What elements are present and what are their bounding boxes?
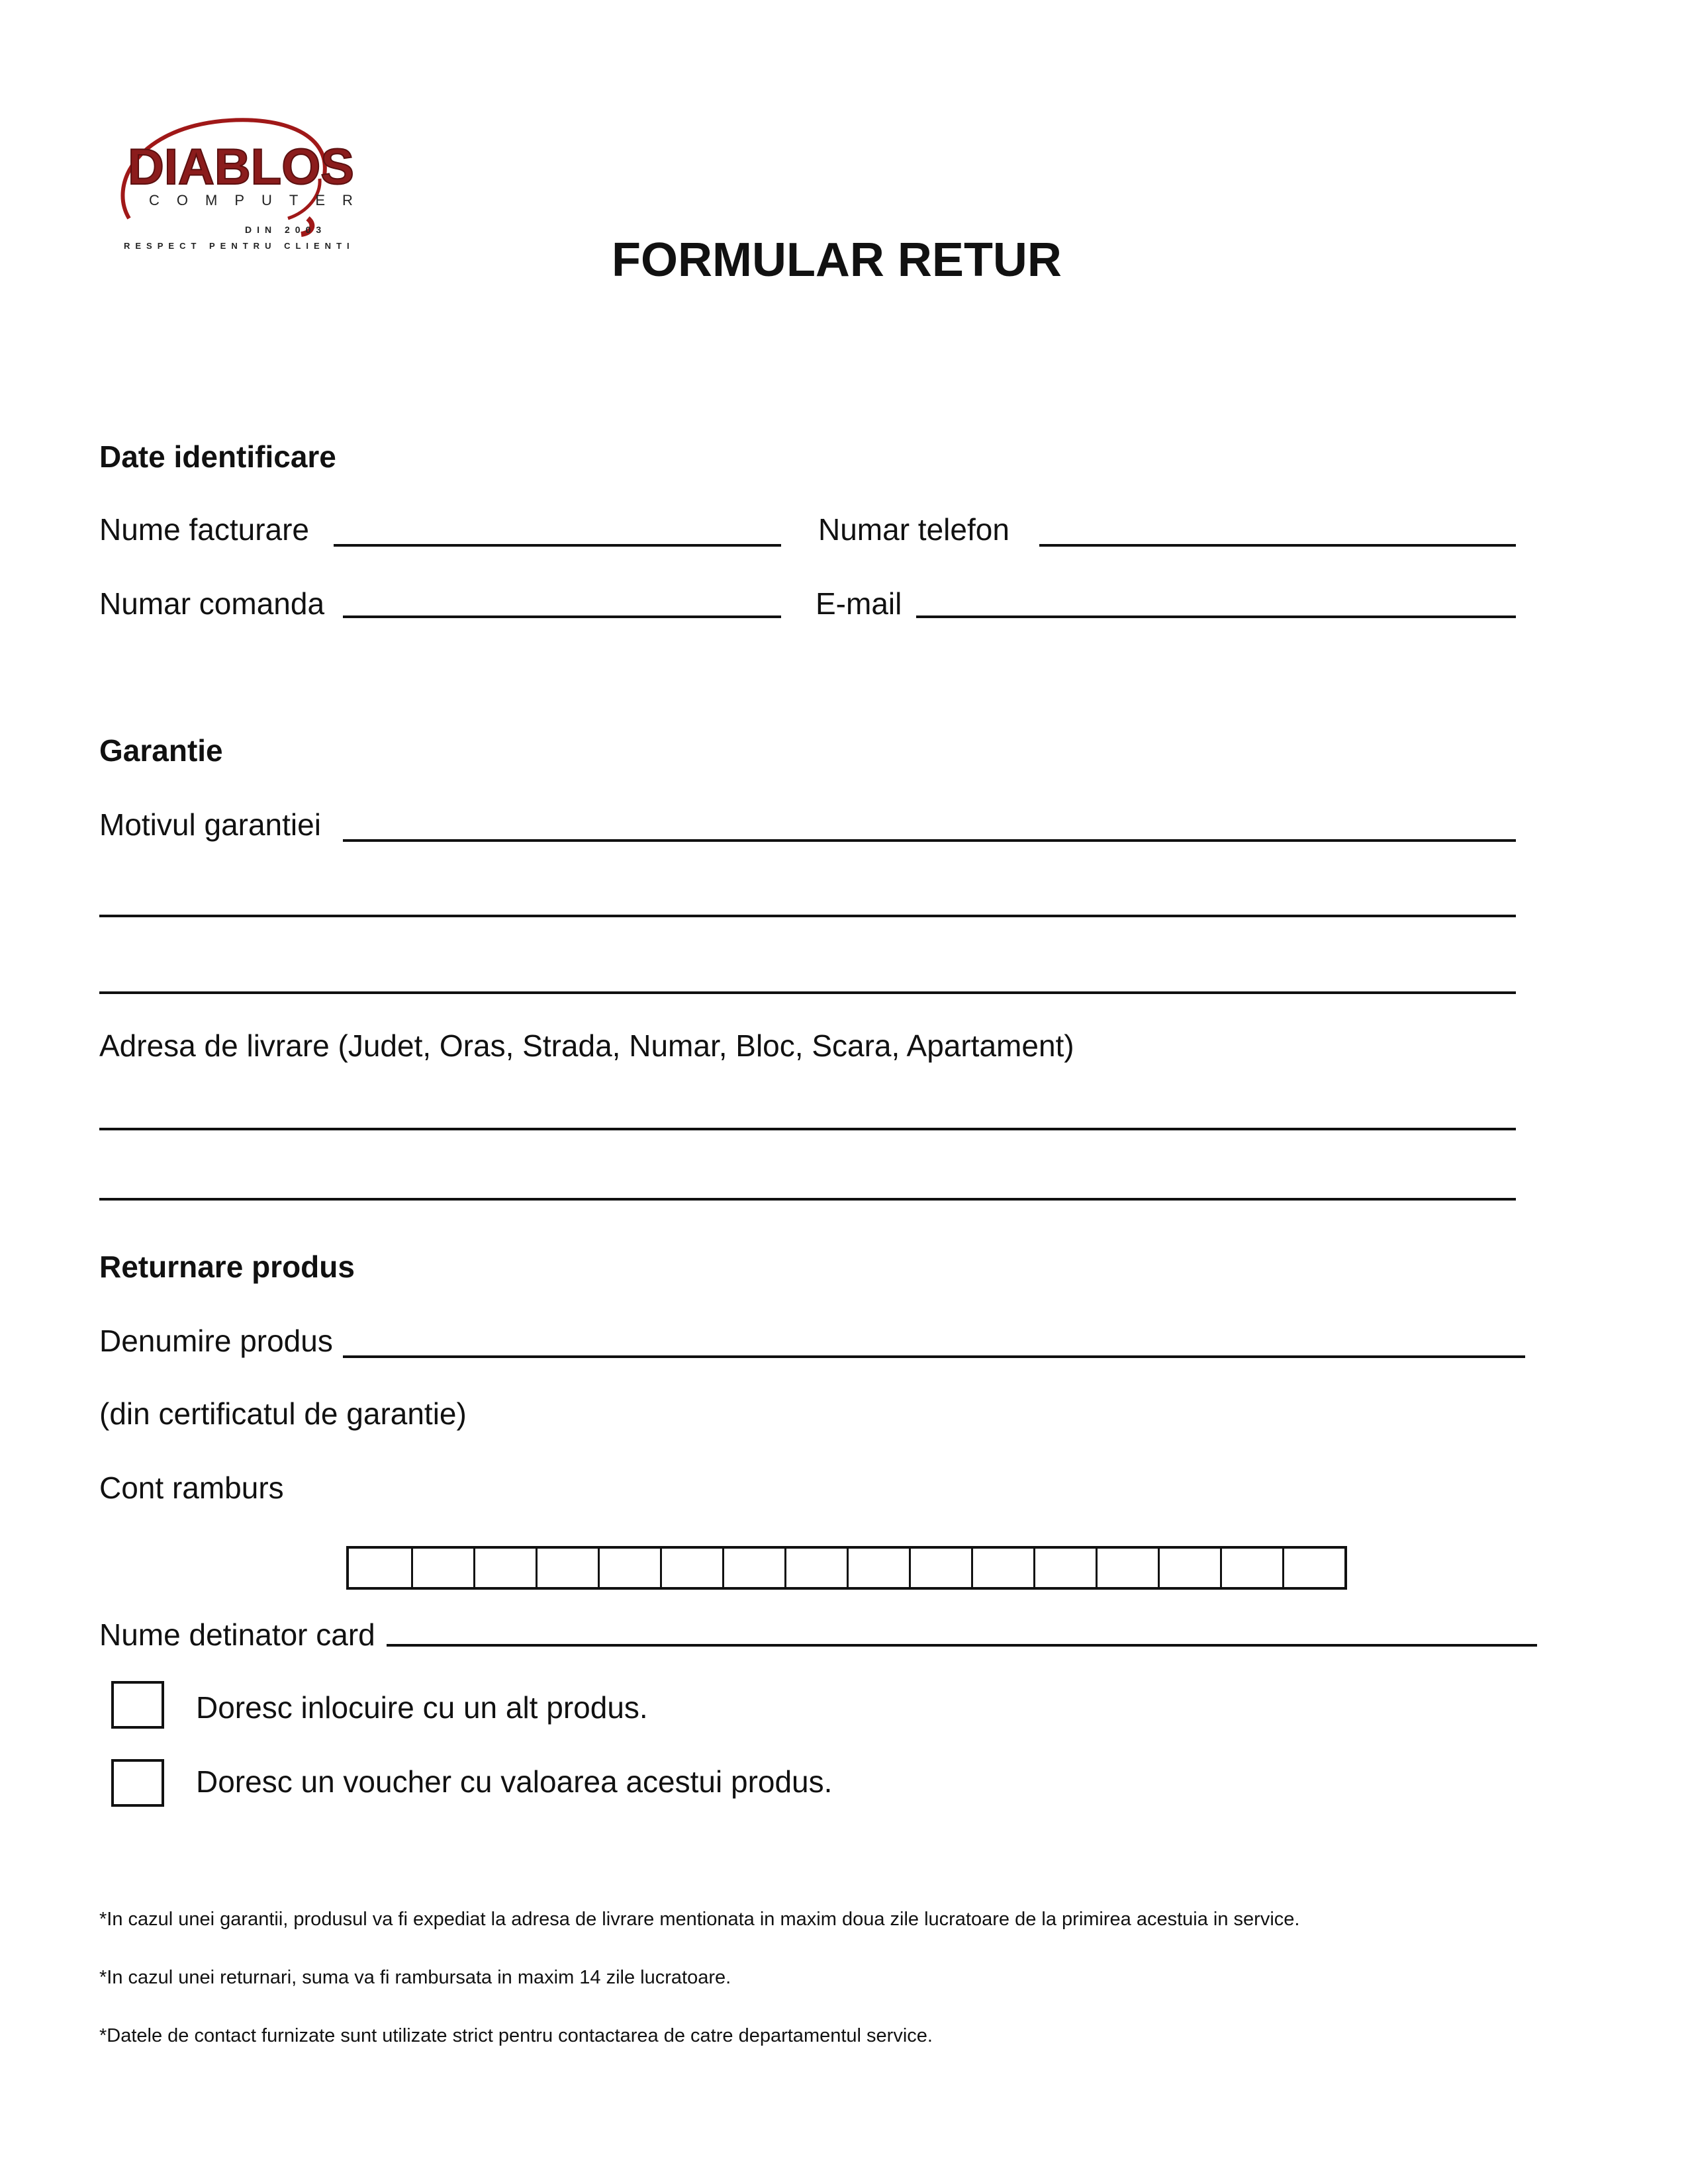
- delivery-address-label: Adresa de livrare (Judet, Oras, Strada, Numar, Bloc, Scara, Apartament): [99, 1028, 1074, 1063]
- billing-name-field[interactable]: [334, 544, 781, 547]
- logo-sub-text: COMPUTER: [149, 192, 370, 208]
- product-name-field[interactable]: [343, 1355, 1525, 1358]
- refund-account-boxes[interactable]: [346, 1546, 1347, 1590]
- card-holder-label: Nume detinator card: [99, 1617, 375, 1652]
- account-digit-box[interactable]: [411, 1549, 473, 1587]
- voucher-checkbox[interactable]: [111, 1759, 164, 1807]
- delivery-address-field-line-1[interactable]: [99, 1128, 1516, 1130]
- warranty-reason-field-line-1[interactable]: [343, 839, 1516, 842]
- order-number-field[interactable]: [343, 615, 781, 618]
- account-digit-box[interactable]: [1033, 1549, 1096, 1587]
- logo-since-text: DIN 2003: [245, 224, 327, 235]
- account-digit-box[interactable]: [1096, 1549, 1158, 1587]
- order-number-label: Numar comanda: [99, 586, 325, 621]
- product-name-label: Denumire produs: [99, 1324, 333, 1358]
- voucher-option-label: Doresc un voucher cu valoarea acestui produs.: [196, 1764, 833, 1799]
- account-digit-box[interactable]: [1282, 1549, 1344, 1587]
- account-digit-box[interactable]: [1158, 1549, 1220, 1587]
- logo-brand-text: DIABLOS: [128, 139, 354, 195]
- card-holder-field[interactable]: [387, 1644, 1537, 1647]
- logo-tagline-text: RESPECT PENTRU CLIENTI: [124, 241, 355, 251]
- logo-graphic: [109, 113, 370, 258]
- account-digit-box[interactable]: [909, 1549, 971, 1587]
- account-digit-box[interactable]: [784, 1549, 847, 1587]
- section-heading-return: Returnare produs: [99, 1250, 355, 1284]
- phone-label: Numar telefon: [818, 512, 1009, 547]
- product-name-note: (din certificatul de garantie): [99, 1396, 467, 1431]
- account-digit-box[interactable]: [971, 1549, 1033, 1587]
- footnote-warranty: *In cazul unei garantii, produsul va fi expediat la adresa de livrare mentionata in maxim doua zile lucratoare de la primirea acestuia in service.: [99, 1909, 1300, 1930]
- account-digit-box[interactable]: [660, 1549, 722, 1587]
- account-digit-box[interactable]: [722, 1549, 784, 1587]
- warranty-reason-field-line-3[interactable]: [99, 991, 1516, 994]
- section-heading-identification: Date identificare: [99, 439, 336, 474]
- replacement-checkbox[interactable]: [111, 1681, 164, 1729]
- warranty-reason-label: Motivul garantiei: [99, 807, 321, 842]
- company-logo: [109, 113, 370, 258]
- account-digit-box[interactable]: [598, 1549, 660, 1587]
- email-label: E-mail: [816, 586, 902, 621]
- page-title: FORMULAR RETUR: [612, 234, 1062, 287]
- refund-account-label: Cont ramburs: [99, 1471, 284, 1505]
- account-digit-box[interactable]: [1220, 1549, 1282, 1587]
- account-digit-box[interactable]: [536, 1549, 598, 1587]
- replacement-option-label: Doresc inlocuire cu un alt produs.: [196, 1690, 648, 1725]
- footnote-refund: *In cazul unei returnari, suma va fi rambursata in maxim 14 zile lucratoare.: [99, 1967, 731, 1988]
- warranty-reason-field-line-2[interactable]: [99, 915, 1516, 917]
- phone-field[interactable]: [1039, 544, 1516, 547]
- delivery-address-field-line-2[interactable]: [99, 1198, 1516, 1201]
- account-digit-box[interactable]: [847, 1549, 909, 1587]
- account-digit-box[interactable]: [473, 1549, 536, 1587]
- account-digit-box[interactable]: [349, 1549, 411, 1587]
- email-field[interactable]: [916, 615, 1516, 618]
- footnote-privacy: *Datele de contact furnizate sunt utilizate strict pentru contactarea de catre departamentul service.: [99, 2025, 933, 2046]
- section-heading-warranty: Garantie: [99, 733, 223, 768]
- billing-name-label: Nume facturare: [99, 512, 310, 547]
